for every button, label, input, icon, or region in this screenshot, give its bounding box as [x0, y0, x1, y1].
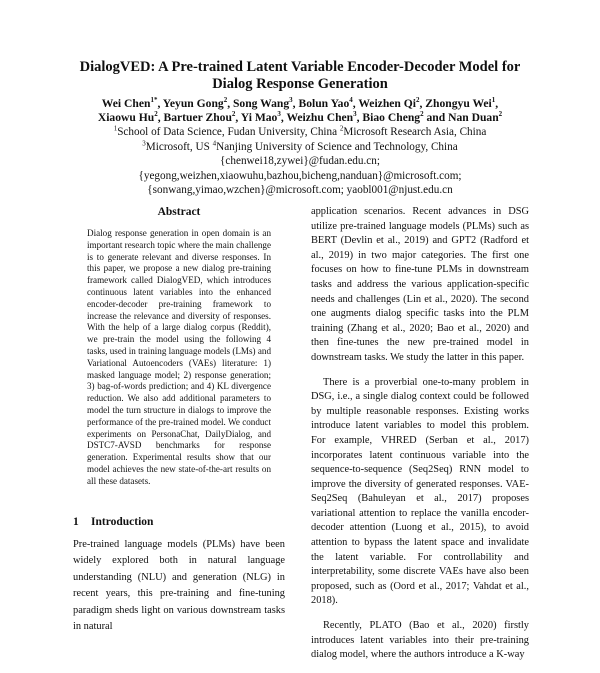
authors-line-2: Xiaowu Hu$^2$, Bartuer Zhou$^2$, Yi Mao$^3$, Weizhu Chen$^3$, Biao Cheng$^2$ and Nan Duan$^2$	[97, 110, 503, 124]
left-column	[73, 205, 285, 488]
introduction-text: Pre-trained language models (PLMs) have been widely explored both in natural language understanding (NLU) and generation (NLG) in recent years, this pre-training and fine-tuning paradigm sheds light on various downstream tasks in natural	[73, 539, 285, 633]
authors-line-1: Wei Chen$^{1*}$, Yeyun Gong$^2$, Song Wang$^3$, Bolun Yao$^4$, Weizhen Qi$^2$, Zhongyu Wei$^1$,	[101, 96, 499, 110]
email-line-2: {yegong,weizhen,xiaowuhu,bazhou,bicheng,nanduan}@microsoft.com;	[138, 169, 462, 182]
right-paragraph-3: Recently, PLATO (Bao et al., 2020) firstly introduces latent variables into their pre-training dialog model, where the authors introduce a K-way	[311, 620, 529, 661]
affiliation-line-1: $^1$School of Data Science, Fudan University, China $^2$Microsoft Research Asia, China	[113, 124, 487, 138]
author-list	[40, 97, 560, 125]
abstract-text: Dialog response generation in open domain is an important research topic where the main challenge is to generate relevant and diverse responses. In this paper, we propose a new dialog pre-training framework called DialogVED, which introduces continuous latent variables into the enhanced encoder-decoder pre-training framework to increase the relevance and diversity of responses. With the help of a large dialog corpus (Reddit), we pre-train the model using the following 4 tasks, used in training language models (LMs) and Variational Autoencoders (VAEs) literature: 1) masked language model; 2) response generation; 3) bag-of-words prediction; and 4) KL divergence reduction. We also add additional parameters to model the turn structure in dialogs to improve the performance of the pre-trained model. We conduct experiments on PersonaChat, DailyDialog, and DSTC7-AVSD benchmarks for response generation. Experimental results show that our model achieves the new state-of-the-art results on all these datasets.	[87, 228, 271, 486]
paper-title	[40, 59, 560, 93]
right-paragraph-2: There is a proverbial one-to-many problem in DSG, i.e., a single dialog context could be followed by multiple reasonable responses. Existing works introduce latent variables to model this problem. For example, VHRED (Serban et al., 2017) incorporates latent continuous variable into the sequence-to-sequence (Seq2Seq) RNN model to improve the diversity of generated responses. VAE-Seq2Seq (Bahuleyan et al., 2017) proposes variational attention to replace the vanilla encoder-decoder attention (Luong et al., 2015), to avoid attention to bypass the latent space and invalidate the latent variable. For controllability and interpretability, some discrete VAEs have also been proposed, such as (Oord et al., 2017; Vahdat et al., 2018).	[311, 376, 529, 607]
affiliation-line-2: $^3$Microsoft, US $^4$Nanjing University of Science and Technology, China	[142, 138, 458, 153]
abstract-heading: Abstract	[157, 206, 201, 218]
email-line-1: {chenwei18,zywei}@fudan.edu.cn;	[220, 155, 380, 167]
right-paragraph-1: application scenarios. Recent advances in DSG utilize pre-trained language models (PLMs) such as BERT (Devlin et al., 2019) and GPT2 (Radford et al., 2019) in two major categories. The first one focuses on how to fine-tune PLMs in downstream tasks and address the various application-specific needs and challenges (Lin et al., 2020). The second one augments dialog specific tasks into the PLM training (Zhang et al., 2020; Bao et al., 2020) and then fine-tunes the new pre-trained model in downstream tasks. We study the latter in this paper.	[311, 206, 529, 363]
title-line-2: Dialog Response Generation	[212, 76, 388, 92]
section-heading-introduction	[73, 515, 153, 529]
affiliations	[40, 125, 560, 198]
right-column	[311, 205, 529, 673]
section-number: 1	[73, 516, 79, 528]
section-title: Introduction	[91, 516, 154, 528]
title-line-1: DialogVED: A Pre-trained Latent Variable Encoder-Decoder Model for	[79, 59, 521, 75]
email-line-3: {sonwang,yimao,wzchen}@microsoft.com; yaobl001@njust.edu.cn	[147, 184, 453, 196]
